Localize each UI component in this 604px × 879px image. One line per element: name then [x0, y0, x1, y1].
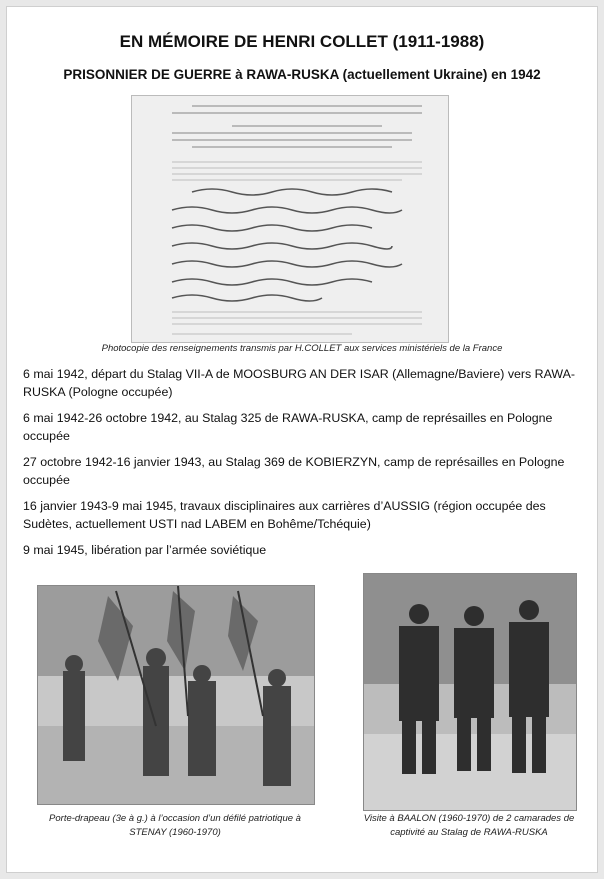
document-scan-image [132, 96, 448, 342]
events-list [23, 365, 583, 567]
page-subtitle: PRISONNIER DE GUERRE à RAWA-RUSKA (actuellement Ukraine) en 1942 [63, 67, 541, 82]
event-item: 6 mai 1942, départ du Stalag VII-A de MOOSBURG AN DER ISAR (Allemagne/Baviere) vers RAWA-RUSKA (Pologne occupée) [23, 367, 576, 399]
document-photocopy [131, 95, 449, 343]
event-item: 16 janvier 1943-9 mai 1945, travaux disciplinaires aux carrières d’AUSSIG (région occupée des Sudètes, actuellement USTI nad LABEM en Bohême/Tchéquie) [23, 499, 546, 531]
page [6, 6, 598, 873]
parade-photo [37, 585, 315, 805]
page-title: EN MÉMOIRE DE HENRI COLLET (1911-1988) [119, 32, 485, 51]
visit-photo-image [364, 574, 576, 810]
event-item: 6 mai 1942-26 octobre 1942, au Stalag 325 de RAWA-RUSKA, camp de représailles en Pologne occupée [23, 411, 553, 443]
parade-photo-image [38, 586, 314, 804]
event-item: 9 mai 1945, libération par l’armée soviétique [23, 543, 267, 557]
visit-photo-caption: Visite à BAALON (1960-1970) de 2 camarades de captivité au Stalag de RAWA-RUSKA [363, 813, 575, 838]
event-item: 27 octobre 1942-16 janvier 1943, au Stalag 369 de KOBIERZYN, camp de représailles en Pologne occupée [23, 455, 565, 487]
document-caption: Photocopie des renseignements transmis par H.COLLET aux services ministériels de la France [101, 343, 503, 354]
parade-photo-caption: Porte-drapeau (3e à g.) à l’occasion d’un défilé patriotique à STENAY (1960-1970) [49, 813, 301, 838]
visit-photo [363, 573, 577, 811]
